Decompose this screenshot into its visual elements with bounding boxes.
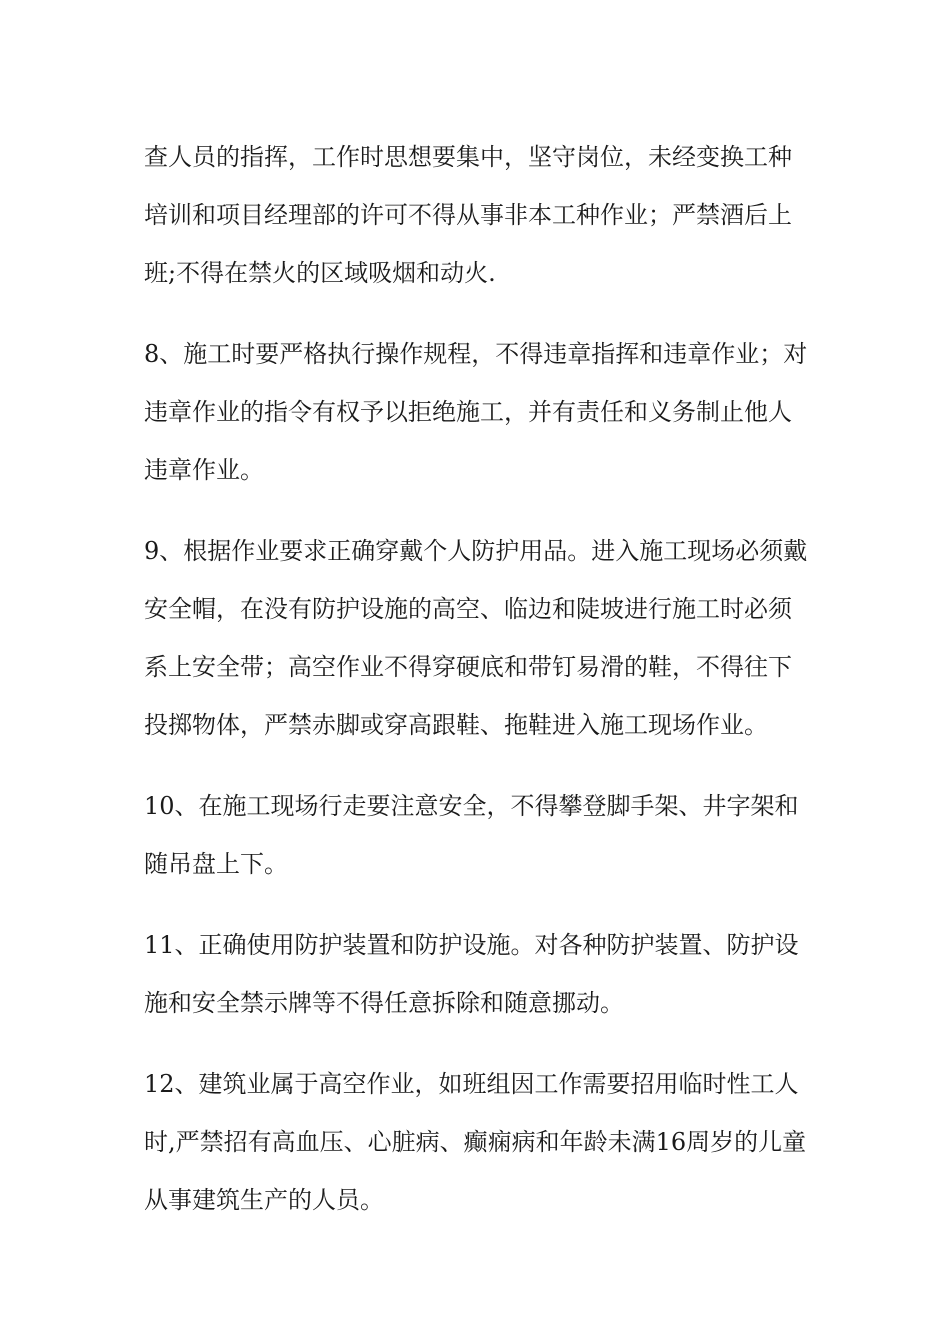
paragraph-rule-12: 12、建筑业属于高空作业，如班组因工作需要招用临时性工人时,严禁招有高血压、心脏病、癫痫病和年龄未满16周岁的儿童从事建筑生产的人员。 <box>144 1070 807 1214</box>
paragraph-rule-10: 10、在施工现场行走要注意安全，不得攀登脚手架、井字架和随吊盘上下。 <box>144 792 799 878</box>
document-body <box>144 128 809 1252</box>
paragraph-rule-8: 8、施工时要严格执行操作规程，不得违章指挥和违章作业；对违章作业的指令有权予以拒绝施工，并有责任和义务制止他人违章作业。 <box>144 340 808 484</box>
paragraph-rule-11: 11、正确使用防护装置和防护设施。对各种防护装置、防护设施和安全禁示牌等不得任意拆除和随意挪动。 <box>144 931 799 1017</box>
paragraph-continuation: 查人员的指挥，工作时思想要集中，坚守岗位，未经变换工种培训和项目经理部的许可不得从事非本工种作业；严禁酒后上班;不得在禁火的区域吸烟和动火. <box>144 143 792 287</box>
paragraph-rule-9: 9、根据作业要求正确穿戴个人防护用品。进入施工现场必须戴安全帽，在没有防护设施的高空、临边和陡坡进行施工时必须系上安全带；高空作业不得穿硬底和带钉易滑的鞋，不得往下投掷物体，严禁赤脚或穿高跟鞋、拖鞋进入施工现场作业。 <box>144 537 808 739</box>
